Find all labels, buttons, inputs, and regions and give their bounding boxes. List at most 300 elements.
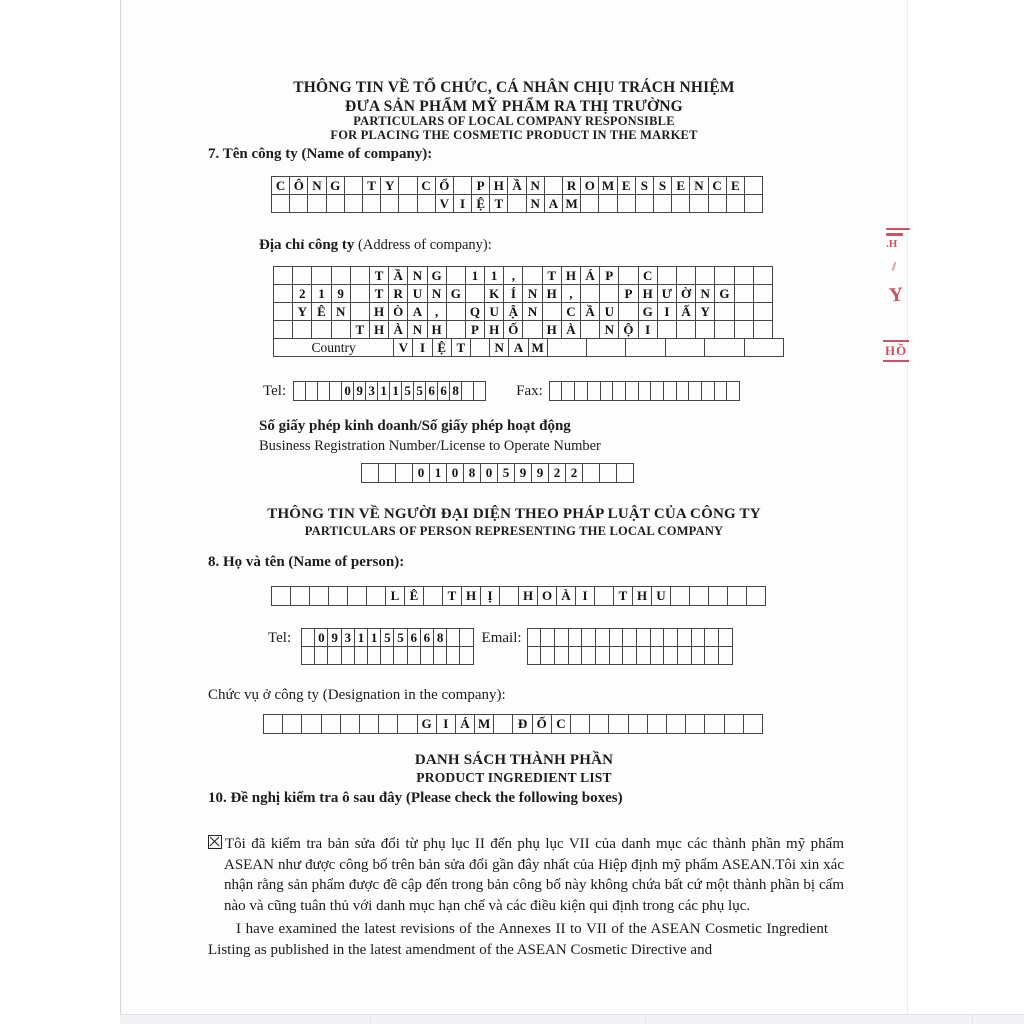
grid-cell [341, 646, 355, 665]
grid-cell: 0 [314, 628, 328, 647]
grid-row [528, 629, 733, 647]
grid-cell: H [561, 266, 581, 285]
scan-bottom-strip [120, 1014, 1024, 1024]
grid-cell: 3 [365, 381, 378, 401]
grid-cell [581, 628, 596, 647]
grid-cell: 1 [367, 628, 381, 647]
grid-cell [704, 646, 719, 665]
grid-cell [647, 714, 667, 734]
grid-cell: H [484, 320, 504, 339]
person-email-label: Email: [481, 630, 522, 646]
grid-cell: , [561, 284, 581, 303]
declaration-block [208, 834, 844, 960]
grid-cell: Ầ [507, 176, 526, 195]
ingredient-title-en: PRODUCT INGREDIENT LIST [416, 770, 612, 785]
grid-cell: 5 [497, 463, 515, 483]
grid-cell: Ấ [676, 302, 696, 321]
grid-cell: À [388, 320, 408, 339]
grid-cell [470, 338, 490, 357]
grid-cell [708, 586, 728, 606]
grid-cell: G [417, 714, 437, 734]
grid-cell [331, 266, 351, 285]
grid-cell [359, 714, 379, 734]
grid-cell [393, 646, 407, 665]
grid-cell [570, 714, 590, 734]
grid-cell: H [632, 586, 652, 606]
grid-cell [554, 646, 569, 665]
grid-cell [724, 714, 744, 734]
grid-cell [378, 463, 396, 483]
grid-cell [622, 628, 637, 647]
grid-cell: N [427, 284, 447, 303]
grid-cell: 0 [480, 463, 498, 483]
grid-cell: G [638, 302, 658, 321]
grid-cell [568, 628, 583, 647]
grid-cell [568, 646, 583, 665]
grid-cell [547, 338, 587, 357]
grid-cell: U [651, 586, 671, 606]
grid-cell [273, 302, 293, 321]
grid-cell [744, 176, 763, 195]
company-fax-label: Fax: [516, 383, 543, 399]
grid-cell [618, 266, 638, 285]
grid-cell: M [528, 338, 548, 357]
grid-cell: 9 [327, 628, 341, 647]
stamp-line-icon [886, 233, 903, 235]
grid-cell: C [551, 714, 571, 734]
company-name-label: 7. Tên công ty (Name of company): [208, 146, 433, 162]
grid-cell [465, 284, 485, 303]
grid-cell: I [453, 194, 472, 213]
grid-cell: H [461, 586, 481, 606]
grid-cell: Ổ [435, 176, 454, 195]
grid-cell: T [613, 586, 633, 606]
grid-row [264, 715, 763, 734]
grid-cell: N [695, 284, 715, 303]
grid-cell [743, 714, 763, 734]
grid-cell [650, 628, 665, 647]
grid-cell [328, 586, 348, 606]
grid-cell: 1 [354, 628, 368, 647]
grid-cell [423, 586, 443, 606]
grid-cell: P [599, 266, 619, 285]
grid-cell: Y [292, 302, 312, 321]
grid-cell [340, 714, 360, 734]
grid-cell [446, 320, 466, 339]
grid-cell: 9 [514, 463, 532, 483]
grid-cell [714, 320, 734, 339]
grid-cell: 8 [433, 628, 447, 647]
grid-cell: M [562, 194, 581, 213]
grid-cell [688, 381, 702, 401]
grid-cell: N [307, 176, 326, 195]
grid-cell: 2 [565, 463, 583, 483]
grid-cell [273, 266, 293, 285]
grid-cell [301, 714, 321, 734]
company-tel-label: Tel: [263, 383, 287, 399]
grid-cell: C [561, 302, 581, 321]
grid-cell [367, 646, 381, 665]
grid-cell: G [427, 266, 447, 285]
grid-cell: Ị [480, 586, 500, 606]
grid-cell [704, 338, 744, 357]
grid-cell: C [638, 266, 658, 285]
grid-cell [380, 646, 394, 665]
grid-cell [650, 381, 664, 401]
grid-cell: 2 [548, 463, 566, 483]
grid-cell [527, 646, 542, 665]
grid-cell: U [599, 302, 619, 321]
grid-cell [290, 586, 310, 606]
grid-row [274, 321, 784, 339]
grid-cell: L [385, 586, 405, 606]
grid-cell: À [561, 320, 581, 339]
company-telfax-row [263, 381, 740, 401]
company-fax-grid [549, 381, 740, 401]
grid-cell [378, 714, 398, 734]
grid-cell [714, 381, 728, 401]
grid-cell [618, 302, 638, 321]
grid-cell [744, 194, 763, 213]
company-name-grid [271, 176, 763, 213]
grid-cell [608, 714, 628, 734]
grid-cell [314, 646, 328, 665]
grid-cell [617, 194, 636, 213]
grid-cell: Y [695, 302, 715, 321]
grid-cell: Á [455, 714, 475, 734]
checked-checkbox-icon [208, 835, 222, 849]
grid-cell: H [369, 320, 389, 339]
grid-cell [625, 381, 639, 401]
grid-cell: I [436, 714, 456, 734]
grid-cell [586, 338, 626, 357]
grid-cell: T [369, 266, 389, 285]
grid-cell: N [407, 266, 427, 285]
grid-cell: 5 [413, 381, 426, 401]
grid-cell [263, 714, 283, 734]
grid-cell [599, 463, 617, 483]
grid-cell: Ê [404, 586, 424, 606]
address-label-vi: Địa chỉ công ty [259, 237, 355, 253]
grid-cell: S [653, 176, 672, 195]
grid-cell: Đ [512, 714, 532, 734]
grid-cell: , [503, 266, 523, 285]
grid-cell [289, 194, 308, 213]
grid-cell [380, 194, 399, 213]
grid-cell: U [407, 284, 427, 303]
grid-cell [493, 714, 513, 734]
grid-cell: E [617, 176, 636, 195]
grid-cell: Ờ [676, 284, 696, 303]
grid-cell [609, 628, 624, 647]
grid-cell [663, 381, 677, 401]
grid-row [302, 647, 473, 665]
grid-cell [598, 194, 617, 213]
grid-cell: 6 [420, 628, 434, 647]
grid-cell [718, 628, 733, 647]
grid-cell: 6 [425, 381, 438, 401]
grid-cell: N [599, 320, 619, 339]
grid-cell [397, 714, 417, 734]
grid-cell [554, 628, 569, 647]
grid-cell [670, 586, 690, 606]
grid-cell [695, 320, 715, 339]
grid-cell [663, 646, 678, 665]
country-label-cell: Country [273, 338, 394, 357]
grid-cell [638, 381, 652, 401]
grid-cell [622, 646, 637, 665]
grid-cell: 3 [341, 628, 355, 647]
scan-seam [972, 1015, 973, 1024]
grid-cell: I [657, 302, 677, 321]
grid-cell [273, 284, 293, 303]
grid-cell [540, 646, 555, 665]
grid-cell: 5 [401, 381, 414, 401]
grid-row [272, 177, 763, 195]
grid-cell: P [618, 284, 638, 303]
grid-cell [311, 266, 331, 285]
grid-cell: N [407, 320, 427, 339]
grid-cell [574, 381, 588, 401]
grid-cell [580, 320, 600, 339]
grid-cell: 0 [412, 463, 430, 483]
grid-cell [398, 194, 417, 213]
grid-cell [326, 194, 345, 213]
grid-cell: 5 [393, 628, 407, 647]
grid-cell [657, 266, 677, 285]
grid-cell [580, 284, 600, 303]
designation-grid [263, 714, 763, 734]
grid-cell: T [542, 266, 562, 285]
grid-row [272, 587, 766, 606]
grid-cell [527, 628, 542, 647]
grid-cell [671, 194, 690, 213]
form-title-en-line1: PARTICULARS OF LOCAL COMPANY RESPONSIBLE [353, 114, 675, 128]
grid-cell [666, 714, 686, 734]
grid-cell [311, 320, 331, 339]
grid-row [274, 267, 784, 285]
grid-cell [734, 302, 754, 321]
form-title-vi-line2: ĐƯA SẢN PHẨM MỸ PHẨM RA THỊ TRƯỜNG [345, 98, 683, 115]
grid-cell: T [369, 284, 389, 303]
grid-cell [753, 284, 773, 303]
grid-cell: K [484, 284, 504, 303]
grid-cell [691, 646, 706, 665]
ingredient-title-vi: DANH SÁCH THÀNH PHẦN [414, 752, 614, 768]
form-title-vi-line1: THÔNG TIN VỀ TỔ CHỨC, CÁ NHÂN CHỊU TRÁCH NHIỆM [293, 79, 735, 96]
grid-cell: P [471, 176, 490, 195]
grid-cell [635, 194, 654, 213]
grid-cell [542, 302, 562, 321]
grid-cell [753, 266, 773, 285]
grid-cell [350, 284, 370, 303]
grid-cell: I [412, 338, 432, 357]
grid-row [294, 382, 486, 401]
grid-cell [580, 194, 599, 213]
check-boxes-label: 10. Đề nghị kiểm tra ô sau đây (Please check the following boxes) [208, 790, 623, 806]
grid-cell [677, 646, 692, 665]
grid-cell: C [417, 176, 436, 195]
grid-cell [398, 176, 417, 195]
grid-cell [695, 266, 715, 285]
grid-cell [417, 194, 436, 213]
grid-cell: Ố [503, 320, 523, 339]
grid-cell [689, 586, 709, 606]
grid-cell: T [489, 194, 508, 213]
grid-cell [459, 628, 473, 647]
grid-cell [636, 628, 651, 647]
grid-cell: 2 [292, 284, 312, 303]
grid-cell [746, 586, 766, 606]
person-name-grid [271, 586, 766, 606]
grid-cell [292, 266, 312, 285]
grid-cell: 6 [437, 381, 450, 401]
grid-cell [595, 646, 610, 665]
grid-cell: Á [580, 266, 600, 285]
grid-cell: R [388, 284, 408, 303]
grid-cell: T [362, 176, 381, 195]
grid-cell: Ộ [618, 320, 638, 339]
grid-row [274, 303, 784, 321]
grid-cell: Ê [311, 302, 331, 321]
grid-cell: Ệ [471, 194, 490, 213]
grid-cell [726, 381, 740, 401]
grid-cell [708, 194, 727, 213]
grid-cell: E [671, 176, 690, 195]
grid-cell [301, 628, 315, 647]
grid-cell [507, 194, 526, 213]
grid-cell [595, 628, 610, 647]
grid-cell [273, 320, 293, 339]
grid-cell: H [427, 320, 447, 339]
grid-cell [691, 628, 706, 647]
grid-cell [361, 463, 379, 483]
grid-cell [650, 646, 665, 665]
grid-cell [549, 381, 563, 401]
grid-cell [407, 646, 421, 665]
grid-cell [459, 646, 473, 665]
grid-cell [544, 176, 563, 195]
declaration-paragraph-en: I have examined the latest revisions of the Annexes II to VII of the ASEAN Cosmetic Ingredient Listing as published in the latest amendment of the ASEAN Cosmetic Directive and [208, 921, 828, 958]
grid-cell: O [537, 586, 557, 606]
grid-cell [727, 586, 747, 606]
grid-cell: 9 [331, 284, 351, 303]
grid-cell [753, 320, 773, 339]
grid-cell [446, 302, 466, 321]
license-number-grid [361, 463, 634, 483]
company-address-grid [273, 266, 784, 357]
scan-seam [645, 1015, 646, 1024]
grid-cell: Ư [657, 284, 677, 303]
grid-cell [362, 194, 381, 213]
grid-row [302, 629, 473, 647]
grid-cell: Q [465, 302, 485, 321]
grid-cell: , [427, 302, 447, 321]
grid-cell [350, 266, 370, 285]
person-title-vi: THÔNG TIN VỀ NGƯỜI ĐẠI DIỆN THEO PHÁP LUẬT CỦA CÔNG TY [267, 506, 761, 522]
grid-cell: C [708, 176, 727, 195]
grid-cell [704, 714, 724, 734]
person-email-grid [527, 628, 733, 665]
grid-cell [522, 320, 542, 339]
grid-cell: A [544, 194, 563, 213]
grid-cell: H [518, 586, 538, 606]
grid-cell: U [484, 302, 504, 321]
grid-cell: M [474, 714, 494, 734]
grid-cell: 8 [463, 463, 481, 483]
grid-cell: N [522, 302, 542, 321]
grid-cell [665, 338, 705, 357]
grid-cell [714, 266, 734, 285]
grid-cell [600, 381, 614, 401]
grid-cell [350, 302, 370, 321]
grid-cell [625, 338, 665, 357]
grid-cell [704, 628, 719, 647]
grid-cell [726, 194, 745, 213]
grid-cell: H [369, 302, 389, 321]
grid-cell [301, 646, 315, 665]
grid-cell: Ầ [388, 266, 408, 285]
grid-row [550, 382, 740, 401]
grid-cell: Ầ [580, 302, 600, 321]
grid-cell: M [598, 176, 617, 195]
grid-cell: V [435, 194, 454, 213]
grid-cell: T [442, 586, 462, 606]
grid-cell [599, 284, 619, 303]
declaration-text-vi: Tôi đã kiểm tra bản sửa đổi từ phụ lục II đến phụ lục VII của danh mục các thành phần mỹ phẩm ASEAN như được công bố trên bản sửa đổi gần đây nhất của Hiệp định mỹ phẩm ASEAN.Tôi xin xác nhận rằng sản phẩm được đề cập đến trong bản công bố này không chứa bất cứ một thành phần bị cấm nào và cũng tuân thủ với danh mục hạn chế và các điều kiện qui định trong các phụ lục. [224, 836, 844, 914]
grid-cell: Ò [388, 302, 408, 321]
grid-cell [271, 586, 291, 606]
grid-cell: O [580, 176, 599, 195]
company-tel-grid [293, 381, 486, 401]
grid-cell: 0 [446, 463, 464, 483]
grid-cell: 5 [380, 628, 394, 647]
grid-cell [718, 646, 733, 665]
grid-cell: H [638, 284, 658, 303]
grid-cell [395, 463, 413, 483]
red-stamp-tick [892, 262, 897, 271]
license-label-vi: Số giấy phép kinh doanh/Số giấy phép hoạt động [259, 418, 571, 434]
person-title-en: PARTICULARS OF PERSON REPRESENTING THE LOCAL COMPANY [304, 524, 724, 538]
grid-cell: 1 [484, 266, 504, 285]
grid-cell [581, 646, 596, 665]
grid-cell [636, 646, 651, 665]
grid-cell [499, 586, 519, 606]
grid-cell [309, 586, 329, 606]
grid-cell: C [271, 176, 290, 195]
grid-cell [663, 628, 678, 647]
grid-cell: I [638, 320, 658, 339]
grid-cell [609, 646, 624, 665]
grid-cell [753, 302, 773, 321]
person-telemail-row [268, 628, 733, 665]
grid-cell [734, 284, 754, 303]
person-tel-label: Tel: [268, 630, 292, 646]
grid-cell: 0 [341, 381, 354, 401]
grid-cell: Ố [532, 714, 552, 734]
person-name-label: 8. Họ và tên (Name of person): [208, 554, 405, 570]
grid-cell: R [562, 176, 581, 195]
declaration-paragraph-vi [208, 834, 844, 916]
grid-cell: Ệ [432, 338, 452, 357]
red-stamp-fragment-mid: Y [888, 283, 905, 307]
grid-cell [676, 266, 696, 285]
grid-cell [446, 646, 460, 665]
grid-row [528, 647, 733, 665]
grid-cell: V [393, 338, 413, 357]
grid-cell: T [350, 320, 370, 339]
grid-cell [446, 266, 466, 285]
